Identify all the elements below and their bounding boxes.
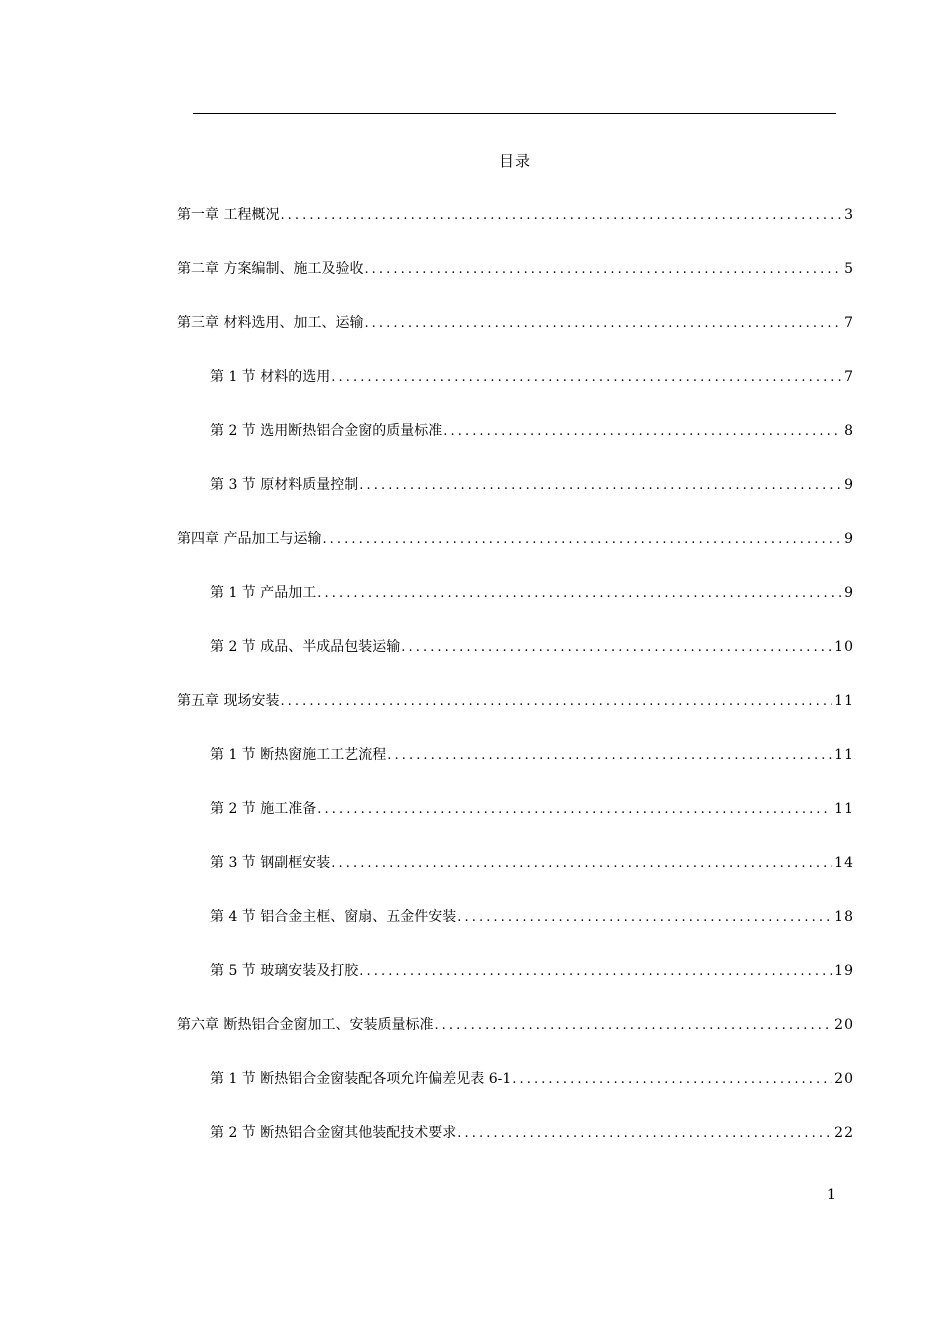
toc-dot-leader — [317, 801, 832, 819]
toc-dot-leader — [280, 207, 842, 225]
toc-entry[interactable] — [210, 962, 854, 980]
toc-entry[interactable] — [177, 314, 854, 332]
toc-entry[interactable] — [177, 206, 854, 224]
toc-entry-label: 第 2 节 成品、半成品包装运输 — [210, 639, 401, 655]
toc-entry-page: 5 — [844, 261, 854, 277]
toc-entry[interactable] — [210, 746, 854, 764]
toc-entry-label: 第 3 节 钢副框安装 — [210, 855, 331, 871]
toc-dot-leader — [331, 855, 832, 873]
toc-dot-leader — [280, 693, 832, 711]
toc-entry-label: 第 4 节 铝合金主框、窗扇、五金件安装 — [210, 909, 457, 925]
page-number: 1 — [827, 1187, 836, 1203]
toc-entry-page: 10 — [834, 639, 854, 655]
toc-dot-leader — [457, 909, 832, 927]
toc-entry[interactable] — [210, 1124, 854, 1142]
toc-entry[interactable] — [177, 692, 854, 710]
toc-entry-label: 第 2 节 断热铝合金窗其他装配技术要求 — [210, 1125, 457, 1141]
toc-dot-leader — [317, 585, 842, 603]
toc-entry[interactable] — [210, 422, 854, 440]
toc-dot-leader — [387, 747, 832, 765]
toc-dot-leader — [434, 1017, 832, 1035]
toc-dot-leader — [364, 261, 842, 279]
toc-entry[interactable] — [210, 476, 854, 494]
toc-entry-page: 8 — [844, 423, 854, 439]
toc-entry-page: 19 — [834, 963, 854, 979]
toc-entry-label: 第 2 节 选用断热铝合金窗的质量标准 — [210, 423, 443, 439]
toc-dot-leader — [322, 531, 842, 549]
toc-entry-page: 9 — [844, 477, 854, 493]
toc-entry-label: 第 3 节 原材料质量控制 — [210, 477, 359, 493]
toc-dot-leader — [457, 1125, 832, 1143]
toc-entry-label: 第三章 材料选用、加工、运输 — [177, 315, 364, 331]
toc-entry-page: 11 — [834, 801, 854, 817]
toc-entry-page: 20 — [834, 1017, 854, 1033]
toc-title: 目录 — [498, 152, 531, 170]
toc-entry-page: 18 — [834, 909, 854, 925]
toc-entry-label: 第 1 节 断热窗施工工艺流程 — [210, 747, 387, 763]
toc-entry-label: 第一章 工程概况 — [177, 207, 280, 223]
toc-entry-label: 第六章 断热铝合金窗加工、安装质量标准 — [177, 1017, 434, 1033]
toc-entry-page: 9 — [844, 531, 854, 547]
toc-entry[interactable] — [210, 368, 854, 386]
toc-entry-page: 7 — [844, 315, 854, 331]
toc-entry-label: 第 1 节 产品加工 — [210, 585, 317, 601]
toc-entry[interactable] — [177, 260, 854, 278]
toc-entry[interactable] — [210, 1070, 854, 1088]
toc-dot-leader — [359, 963, 832, 981]
toc-entry[interactable] — [210, 800, 854, 818]
toc-dot-leader — [443, 423, 842, 441]
toc-entry-label: 第四章 产品加工与运输 — [177, 531, 322, 547]
toc-dot-leader — [331, 369, 842, 387]
toc-entry-label: 第二章 方案编制、施工及验收 — [177, 261, 364, 277]
toc-entry[interactable] — [210, 854, 854, 872]
toc-entry-page: 3 — [844, 207, 854, 223]
toc-entry-page: 7 — [844, 369, 854, 385]
toc-entry-page: 14 — [834, 855, 854, 871]
toc-dot-leader — [401, 639, 832, 657]
toc-entry-label: 第 1 节 材料的选用 — [210, 369, 331, 385]
toc-entry-label: 第 1 节 断热铝合金窗装配各项允许偏差见表 6-1 — [210, 1071, 512, 1087]
toc-entry-label: 第 2 节 施工准备 — [210, 801, 317, 817]
toc-entry-page: 11 — [834, 693, 854, 709]
toc-entry[interactable] — [177, 1016, 854, 1034]
toc-entry-page: 11 — [834, 747, 854, 763]
toc-dot-leader — [364, 315, 842, 333]
toc-entry-page: 22 — [834, 1125, 854, 1141]
toc-dot-leader — [359, 477, 842, 495]
toc-entry[interactable] — [177, 530, 854, 548]
toc-entry[interactable] — [210, 584, 854, 602]
toc-entry-label: 第五章 现场安装 — [177, 693, 280, 709]
toc-dot-leader — [512, 1071, 832, 1089]
toc-entry[interactable] — [210, 908, 854, 926]
toc-entry-page: 9 — [844, 585, 854, 601]
toc-entry-page: 20 — [834, 1071, 854, 1087]
toc-entry[interactable] — [210, 638, 854, 656]
toc-entry-label: 第 5 节 玻璃安装及打胶 — [210, 963, 359, 979]
